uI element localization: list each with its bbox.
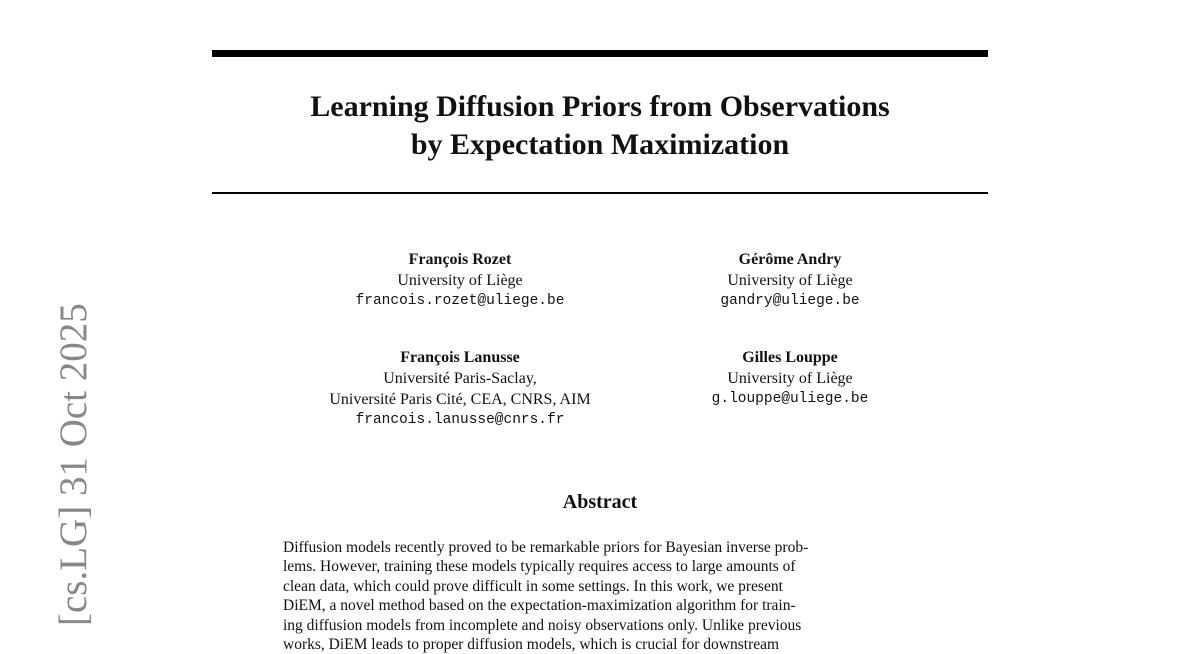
author-name: François Lanusse	[400, 349, 520, 366]
author-email: gandry@uliege.be	[720, 293, 860, 309]
author-name: François Rozet	[408, 251, 512, 268]
paper-title-line-1: Learning Diffusion Priors from Observations	[310, 90, 890, 123]
abstract-line: lems. However, training these models typically requires access to large amounts of	[283, 558, 796, 576]
abstract-body	[283, 538, 923, 654]
author-block-andry	[680, 249, 900, 312]
abstract-line: works, DiEM leads to proper diffusion models, which is crucial for downstream	[283, 636, 780, 654]
abstract-line: DiEM, a novel method based on the expectation-maximization algorithm for train-	[283, 597, 796, 615]
author-block-rozet	[300, 249, 620, 312]
author-email: francois.lanusse@cnrs.fr	[355, 412, 565, 428]
abstract-line: ing diffusion models from incomplete and noisy observations only. Unlike previous	[283, 616, 802, 634]
title-bottom-rule	[212, 192, 988, 194]
title-top-rule	[212, 50, 988, 57]
abstract-line: clean data, which could prove difficult in some settings. In this work, we present	[283, 577, 783, 595]
paper-title	[212, 88, 988, 164]
author-affiliation: University of Liège	[727, 272, 853, 289]
author-affiliation: University of Liège	[397, 272, 523, 289]
author-affiliation: Université Paris Cité, CEA, CNRS, AIM	[329, 391, 591, 408]
abstract-line: Diffusion models recently proved to be remarkable priors for Bayesian inverse prob-	[283, 539, 809, 556]
author-block-lanusse	[280, 347, 640, 431]
author-name: Gérôme Andry	[738, 251, 842, 268]
author-block-louppe	[680, 347, 900, 410]
author-name: Gilles Louppe	[742, 349, 838, 366]
author-affiliation: University of Liège	[727, 370, 853, 387]
author-email: francois.rozet@uliege.be	[355, 293, 565, 309]
arxiv-stamp: [cs.LG] 31 Oct 2025	[52, 303, 95, 626]
paper-title-line-2: by Expectation Maximization	[410, 128, 790, 161]
author-affiliation: Université Paris-Saclay,	[383, 370, 537, 387]
abstract-heading: Abstract	[562, 491, 638, 513]
author-email: g.louppe@uliege.be	[711, 391, 869, 407]
